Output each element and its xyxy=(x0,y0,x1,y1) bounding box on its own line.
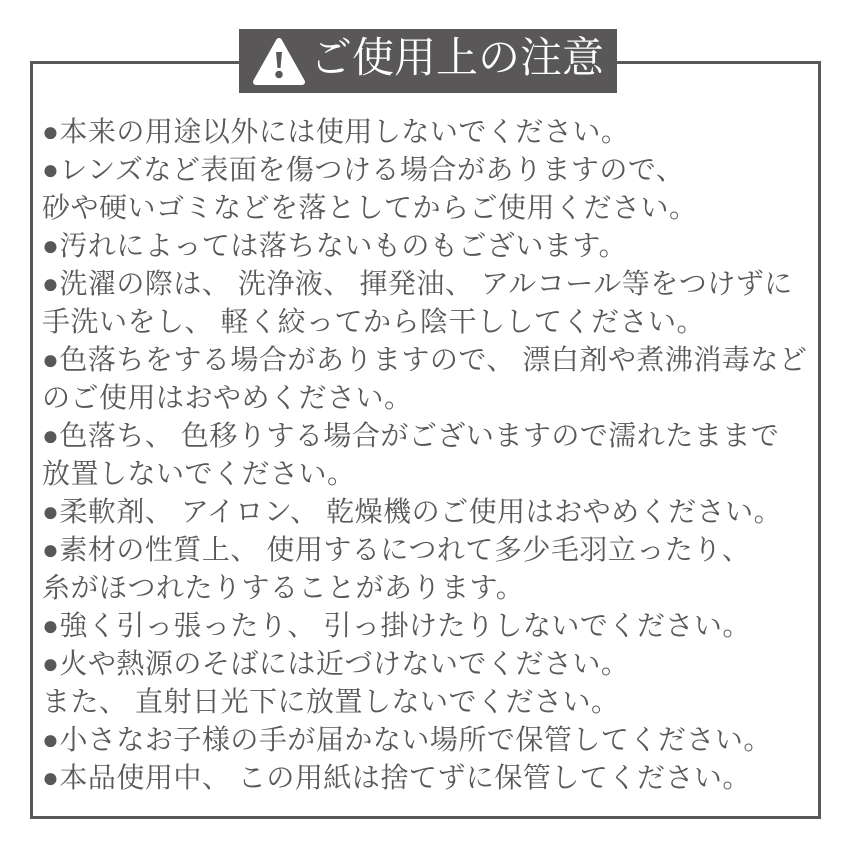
notice-line: ●柔軟剤、 アイロン、 乾燥機のご使用はおやめください。 xyxy=(42,497,783,528)
notice-line: ●小さなお子様の手が届かない場所で保管してください。 xyxy=(42,725,772,756)
notice-line: 手洗いをし、 軽く絞ってから陰干ししてください。 xyxy=(42,307,706,338)
notice-line: また、 直射日光下に放置しないでください。 xyxy=(42,687,620,718)
warning-triangle-icon xyxy=(252,37,306,87)
notice-line: 糸がほつれたりすることがあります。 xyxy=(42,573,525,604)
notice-line: ●洗濯の際は、 洗浄液、 揮発油、 アルコール等をつけずに xyxy=(42,269,793,300)
notice-line: のご使用はおやめください。 xyxy=(42,383,413,414)
notice-line: ●素材の性質上、 使用するにつれて多少毛羽立ったり、 xyxy=(42,535,751,566)
notice-line: ●本来の用途以外には使用しないでください。 xyxy=(42,117,630,148)
notice-line: ●色落ち、 色移りする場合がございますので濡れたままで xyxy=(42,421,780,452)
notice-header xyxy=(239,29,617,93)
notice-line: ●汚れによっては落ちないものもございます。 xyxy=(42,231,628,262)
notice-line: ●本品使用中、 この用紙は捨てずに保管してください。 xyxy=(42,763,751,794)
notice-line: ●レンズなど表面を傷つける場合がありますので、 xyxy=(42,155,685,186)
notice-line: ●強く引っ張ったり、 引っ掛けたりしないでください。 xyxy=(42,611,751,642)
notice-title: ご使用上の注意 xyxy=(309,36,604,82)
notice-body xyxy=(42,114,820,798)
notice-line: 放置しないでください。 xyxy=(42,459,356,490)
notice-line: 砂や硬いゴミなどを落としてからご使用ください。 xyxy=(42,193,698,224)
notice-line: ●火や熱源のそばには近づけないでください。 xyxy=(42,649,630,680)
notice-line: ●色落ちをする場合がありますので、 漂白剤や煮沸消毒など xyxy=(42,345,808,376)
